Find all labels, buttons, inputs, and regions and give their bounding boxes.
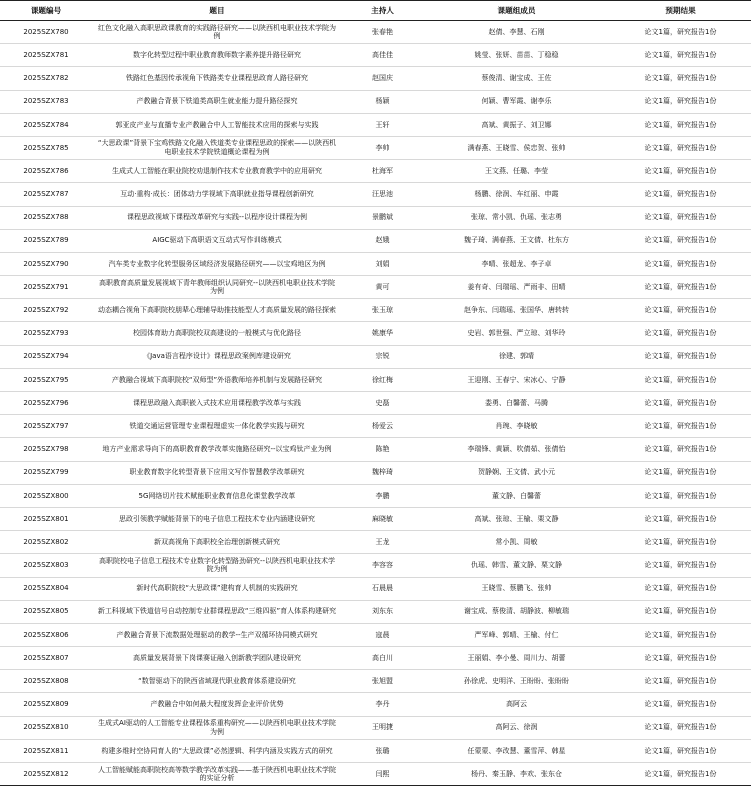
table-row bbox=[0, 484, 751, 507]
table-row bbox=[0, 90, 751, 113]
table-row bbox=[0, 136, 751, 159]
table-row bbox=[0, 368, 751, 391]
host-cell: 石晨晨 bbox=[342, 577, 423, 600]
project-id-cell: 2025SZX799 bbox=[0, 461, 92, 484]
project-id-cell: 2025SZX808 bbox=[0, 670, 92, 693]
table-row bbox=[0, 531, 751, 554]
members-cell: 王晓雪、蔡鹏飞、张帅 bbox=[423, 577, 610, 600]
title-cell: 生成式人工智能在职业院校劝退制作技术专业教育教学中的应用研究 bbox=[92, 160, 342, 183]
project-id-cell: 2025SZX789 bbox=[0, 229, 92, 252]
host-cell: 李容容 bbox=[342, 554, 423, 577]
members-cell: 姜有奇、闫瑞瑶、严雨非、田晴 bbox=[423, 276, 610, 299]
title-cell: 产教融合视域下高职院校“双师型”外语教师培养机制与发展路径研究 bbox=[92, 368, 342, 391]
title-cell: 新双高视角下高职校全治理创新模式研究 bbox=[92, 531, 342, 554]
title-cell: 铁路红色基因传承视角下铁路类专业课程思政育人路径研究 bbox=[92, 67, 342, 90]
members-cell: 徐建、郭晴 bbox=[423, 345, 610, 368]
members-cell: 娄勇、白馨蕾、马腾 bbox=[423, 392, 610, 415]
project-id-cell: 2025SZX805 bbox=[0, 600, 92, 623]
members-cell: 常小凯、周敏 bbox=[423, 531, 610, 554]
members-cell: 高斌、张琼、王榆、栗文静 bbox=[423, 507, 610, 530]
table-row bbox=[0, 276, 751, 299]
table-row bbox=[0, 670, 751, 693]
members-cell: 严军峰、郭晴、王榆、付仁 bbox=[423, 623, 610, 646]
title-cell: 职业教育数字化转型背景下应用文写作智慧教学改革研究 bbox=[92, 461, 342, 484]
members-cell: 魏子琦、满春燕、王文倩、杜东方 bbox=[423, 229, 610, 252]
table-row bbox=[0, 252, 751, 275]
expected-result-cell: 论文1篇，研究报告1份 bbox=[610, 206, 751, 229]
project-id-cell: 2025SZX811 bbox=[0, 739, 92, 762]
title-cell: 思政引领教学赋能背景下的电子信息工程技术专业内涵建设研究 bbox=[92, 507, 342, 530]
host-cell: 徐红梅 bbox=[342, 368, 423, 391]
host-cell: 张旭盟 bbox=[342, 670, 423, 693]
table-row bbox=[0, 183, 751, 206]
expected-result-cell: 论文1篇，研究报告1份 bbox=[610, 623, 751, 646]
members-cell: 张琼、常小凯、仇瑶、张志勇 bbox=[423, 206, 610, 229]
table-row bbox=[0, 623, 751, 646]
expected-result-cell: 论文1篇，研究报告1份 bbox=[610, 600, 751, 623]
host-cell: 史磊 bbox=[342, 392, 423, 415]
members-cell: 李瑞锋、黄颖、吹倩茹、张倩怡 bbox=[423, 438, 610, 461]
expected-result-cell: 论文1篇，研究报告1份 bbox=[610, 392, 751, 415]
project-id-cell: 2025SZX792 bbox=[0, 299, 92, 322]
host-cell: 杨颖 bbox=[342, 90, 423, 113]
host-cell: 陈艳 bbox=[342, 438, 423, 461]
expected-result-cell: 论文1篇，研究报告1份 bbox=[610, 322, 751, 345]
members-cell: 何颖、曹军霞、谢李乐 bbox=[423, 90, 610, 113]
project-id-cell: 2025SZX809 bbox=[0, 693, 92, 716]
header-expected-result: 预期结果 bbox=[610, 1, 751, 21]
host-cell: 杨爱云 bbox=[342, 415, 423, 438]
members-cell: 史岩、郭世强、严立琼、刘华玲 bbox=[423, 322, 610, 345]
table-row bbox=[0, 392, 751, 415]
title-cell: 课程思政融入高职嵌入式技术应用课程教学改革与实践 bbox=[92, 392, 342, 415]
project-id-cell: 2025SZX802 bbox=[0, 531, 92, 554]
title-cell: 铁道交通运营管理专业课程理虚实一体化教学实践与研究 bbox=[92, 415, 342, 438]
table-row bbox=[0, 21, 751, 44]
expected-result-cell: 论文1篇，研究报告1份 bbox=[610, 693, 751, 716]
project-id-cell: 2025SZX810 bbox=[0, 716, 92, 739]
expected-result-cell: 论文1篇，研究报告1份 bbox=[610, 299, 751, 322]
members-cell: 蔡俊清、谢宝成、王佐 bbox=[423, 67, 610, 90]
host-cell: 高佳佳 bbox=[342, 44, 423, 67]
title-cell: 汽车类专业数字化转型服务区域经济发展路径研究——以宝鸡地区为例 bbox=[92, 252, 342, 275]
host-cell: 姚康华 bbox=[342, 322, 423, 345]
table-row bbox=[0, 415, 751, 438]
title-cell: 校园体育助力高职院校双高建设的一般模式与优化路径 bbox=[92, 322, 342, 345]
project-id-cell: 2025SZX797 bbox=[0, 415, 92, 438]
members-cell: 王迎刚、王春宁、宋冰心、宁静 bbox=[423, 368, 610, 391]
members-cell: 谢宝成、蔡俊清、胡静波、柳敏瑞 bbox=[423, 600, 610, 623]
project-id-cell: 2025SZX780 bbox=[0, 21, 92, 44]
table-row bbox=[0, 507, 751, 530]
project-id-cell: 2025SZX785 bbox=[0, 136, 92, 159]
host-cell: 汪思池 bbox=[342, 183, 423, 206]
expected-result-cell: 论文1篇，研究报告1份 bbox=[610, 438, 751, 461]
header-host: 主持人 bbox=[342, 1, 423, 21]
members-cell: 董文静、白馨蕾 bbox=[423, 484, 610, 507]
host-cell: 黄可 bbox=[342, 276, 423, 299]
project-id-cell: 2025SZX803 bbox=[0, 554, 92, 577]
host-cell: 刘娟 bbox=[342, 252, 423, 275]
members-cell: 肖琬、李晓敏 bbox=[423, 415, 610, 438]
expected-result-cell: 论文1篇，研究报告1份 bbox=[610, 345, 751, 368]
project-id-cell: 2025SZX806 bbox=[0, 623, 92, 646]
expected-result-cell: 论文1篇，研究报告1份 bbox=[610, 44, 751, 67]
members-cell: 王文燕、任璐、李莹 bbox=[423, 160, 610, 183]
project-id-cell: 2025SZX807 bbox=[0, 647, 92, 670]
host-cell: 杜海军 bbox=[342, 160, 423, 183]
project-id-cell: 2025SZX804 bbox=[0, 577, 92, 600]
host-cell: 闫熙 bbox=[342, 763, 423, 786]
expected-result-cell: 论文1篇，研究报告1份 bbox=[610, 160, 751, 183]
title-cell: 郭亚皮产业与直播专业产教融合中人工智能技术应用的探索与实践 bbox=[92, 113, 342, 136]
table-row bbox=[0, 67, 751, 90]
expected-result-cell: 论文1篇，研究报告1份 bbox=[610, 229, 751, 252]
title-cell: 数字化转型过程中职业教育教师数字素养提升路径研究 bbox=[92, 44, 342, 67]
members-cell: 高斌、黄振子、刘卫娜 bbox=[423, 113, 610, 136]
title-cell: 课程思政视域下课程改革研究与实践--以程序设计课程为例 bbox=[92, 206, 342, 229]
table-row bbox=[0, 716, 751, 739]
expected-result-cell: 论文1篇，研究报告1份 bbox=[610, 577, 751, 600]
title-cell: 红色文化融入高职思政课教育的实践路径研究——以陕西机电职业技术学院为例 bbox=[92, 21, 342, 44]
title-cell: 5G网络切片技术赋能职业教育信息化课堂教学改革 bbox=[92, 484, 342, 507]
title-cell: 生成式AI驱动的人工智能专业课程体系重构研究——以陕西机电职业技术学院为例 bbox=[92, 716, 342, 739]
host-cell: 寇晨 bbox=[342, 623, 423, 646]
title-cell: “大思政课”背景下宝鸡铁路文化融入铁道类专业课程思政的探索——以陕西机电职业技术学院铁道概论课程为例 bbox=[92, 136, 342, 159]
project-id-cell: 2025SZX796 bbox=[0, 392, 92, 415]
table-row bbox=[0, 299, 751, 322]
table-row bbox=[0, 600, 751, 623]
title-cell: 动态耦合视角下高职院校朋辈心理辅导助推技能型人才高质量发展的路径探索 bbox=[92, 299, 342, 322]
members-cell: 孙徐虎、史明洋、王盼盼、张盼盼 bbox=[423, 670, 610, 693]
host-cell: 张璐 bbox=[342, 739, 423, 762]
table-row bbox=[0, 229, 751, 252]
host-cell: 李丹 bbox=[342, 693, 423, 716]
project-id-cell: 2025SZX787 bbox=[0, 183, 92, 206]
title-cell: 《Java语言程序设计》课程思政案例库建设研究 bbox=[92, 345, 342, 368]
table-row bbox=[0, 113, 751, 136]
table-row bbox=[0, 322, 751, 345]
header-row bbox=[0, 1, 751, 21]
title-cell: 新工科视域下铁道信号自动控制专业群课程思政“三维四驱”育人体系构建研究 bbox=[92, 600, 342, 623]
table-row bbox=[0, 206, 751, 229]
host-cell: 王轩 bbox=[342, 113, 423, 136]
title-cell: 新时代高职院校“大思政课”建构育人机制的实践研究 bbox=[92, 577, 342, 600]
project-id-cell: 2025SZX783 bbox=[0, 90, 92, 113]
title-cell: 产教融合背景下铁道类高职生就业能力提升路径探究 bbox=[92, 90, 342, 113]
expected-result-cell: 论文1篇，研究报告1份 bbox=[610, 531, 751, 554]
members-cell: 仇瑶、韩雪、董文静、栗文静 bbox=[423, 554, 610, 577]
project-id-cell: 2025SZX798 bbox=[0, 438, 92, 461]
members-cell: 王丽娟、李小曼、周川力、胡蕾 bbox=[423, 647, 610, 670]
table-row bbox=[0, 693, 751, 716]
expected-result-cell: 论文1篇，研究报告1份 bbox=[610, 136, 751, 159]
expected-result-cell: 论文1篇，研究报告1份 bbox=[610, 276, 751, 299]
title-cell: 高职教育高质量发展视域下青年教师组织认同研究--以陕西机电职业技术学院为例 bbox=[92, 276, 342, 299]
expected-result-cell: 论文1篇，研究报告1份 bbox=[610, 461, 751, 484]
host-cell: 李帅 bbox=[342, 136, 423, 159]
members-cell: 高阿云 bbox=[423, 693, 610, 716]
host-cell: 王龙 bbox=[342, 531, 423, 554]
expected-result-cell: 论文1篇，研究报告1份 bbox=[610, 21, 751, 44]
expected-result-cell: 论文1篇，研究报告1份 bbox=[610, 739, 751, 762]
host-cell: 魏梓琦 bbox=[342, 461, 423, 484]
title-cell: 高职院校电子信息工程技术专业数字化转型路劲研究--以陕西机电职业技术学院为例 bbox=[92, 554, 342, 577]
expected-result-cell: 论文1篇，研究报告1份 bbox=[610, 670, 751, 693]
project-id-cell: 2025SZX786 bbox=[0, 160, 92, 183]
host-cell: 王明捷 bbox=[342, 716, 423, 739]
members-cell: 高阿云、徐润 bbox=[423, 716, 610, 739]
header-project-id: 课题编号 bbox=[0, 1, 92, 21]
host-cell: 张春艳 bbox=[342, 21, 423, 44]
title-cell: 人工智能赋能高职院校高等数学教学改革实践——基于陕西机电职业技术学院的实证分析 bbox=[92, 763, 342, 786]
title-cell: 构建多维时空协同育人的“大思政课”必然逻辑、科学内涵及实践方式的研究 bbox=[92, 739, 342, 762]
expected-result-cell: 论文1篇，研究报告1份 bbox=[610, 415, 751, 438]
host-cell: 李鹏 bbox=[342, 484, 423, 507]
table-row bbox=[0, 345, 751, 368]
members-cell: 任蒙蒙、李改慧、董雪萍、韩星 bbox=[423, 739, 610, 762]
table-row bbox=[0, 44, 751, 67]
table-row bbox=[0, 438, 751, 461]
expected-result-cell: 论文1篇，研究报告1份 bbox=[610, 113, 751, 136]
project-id-cell: 2025SZX800 bbox=[0, 484, 92, 507]
project-id-cell: 2025SZX790 bbox=[0, 252, 92, 275]
title-cell: 高质量发展背景下岗课赛证融入创新教学团队建设研究 bbox=[92, 647, 342, 670]
expected-result-cell: 论文1篇，研究报告1份 bbox=[610, 647, 751, 670]
title-cell: 地方产业需求导向下的高职教育教学改革实施路径研究--以宝鸡钛产业为例 bbox=[92, 438, 342, 461]
host-cell: 麻晓敏 bbox=[342, 507, 423, 530]
host-cell: 赵娥 bbox=[342, 229, 423, 252]
title-cell: “数智驱动下的陕西省域现代职业教育体系建设研究 bbox=[92, 670, 342, 693]
expected-result-cell: 论文1篇，研究报告1份 bbox=[610, 67, 751, 90]
table-row bbox=[0, 647, 751, 670]
project-id-cell: 2025SZX784 bbox=[0, 113, 92, 136]
members-cell: 杨鹏、徐润、车红丽、申霞 bbox=[423, 183, 610, 206]
table-row bbox=[0, 554, 751, 577]
members-cell: 满春燕、王晓雪、侯忠贺、张帅 bbox=[423, 136, 610, 159]
project-id-cell: 2025SZX795 bbox=[0, 368, 92, 391]
expected-result-cell: 论文1篇，研究报告1份 bbox=[610, 507, 751, 530]
host-cell: 刘东东 bbox=[342, 600, 423, 623]
project-id-cell: 2025SZX788 bbox=[0, 206, 92, 229]
members-cell: 李晴、张超龙、李子卓 bbox=[423, 252, 610, 275]
table-row bbox=[0, 461, 751, 484]
table-row bbox=[0, 739, 751, 762]
expected-result-cell: 论文1篇，研究报告1份 bbox=[610, 554, 751, 577]
project-id-cell: 2025SZX801 bbox=[0, 507, 92, 530]
members-cell: 贺静娴、王文倩、武小元 bbox=[423, 461, 610, 484]
members-cell: 赵争东、闫瑞瑶、张国华、唐转转 bbox=[423, 299, 610, 322]
project-id-cell: 2025SZX812 bbox=[0, 763, 92, 786]
host-cell: 张玉琼 bbox=[342, 299, 423, 322]
expected-result-cell: 论文1篇，研究报告1份 bbox=[610, 484, 751, 507]
expected-result-cell: 论文1篇，研究报告1份 bbox=[610, 183, 751, 206]
table-row bbox=[0, 160, 751, 183]
title-cell: 产教融合中如何最大程度发挥企业评价优势 bbox=[92, 693, 342, 716]
table-row bbox=[0, 763, 751, 786]
host-cell: 宗锐 bbox=[342, 345, 423, 368]
members-cell: 赵倩、李慧、石刚 bbox=[423, 21, 610, 44]
table-body bbox=[0, 21, 751, 786]
project-id-cell: 2025SZX791 bbox=[0, 276, 92, 299]
host-cell: 景鹏斌 bbox=[342, 206, 423, 229]
project-id-cell: 2025SZX793 bbox=[0, 322, 92, 345]
project-id-cell: 2025SZX794 bbox=[0, 345, 92, 368]
table-row bbox=[0, 577, 751, 600]
expected-result-cell: 论文1篇，研究报告1份 bbox=[610, 763, 751, 786]
title-cell: AIGC驱动下高职语文互动式写作训练模式 bbox=[92, 229, 342, 252]
host-cell: 高白川 bbox=[342, 647, 423, 670]
expected-result-cell: 论文1篇，研究报告1份 bbox=[610, 368, 751, 391]
header-title: 题目 bbox=[92, 1, 342, 21]
expected-result-cell: 论文1篇，研究报告1份 bbox=[610, 90, 751, 113]
project-id-cell: 2025SZX782 bbox=[0, 67, 92, 90]
members-cell: 杨丹、秦玉静、李欢、张东仓 bbox=[423, 763, 610, 786]
header-members: 课题组成员 bbox=[423, 1, 610, 21]
project-id-cell: 2025SZX781 bbox=[0, 44, 92, 67]
host-cell: 赵国庆 bbox=[342, 67, 423, 90]
expected-result-cell: 论文1篇，研究报告1份 bbox=[610, 252, 751, 275]
expected-result-cell: 论文1篇，研究报告1份 bbox=[610, 716, 751, 739]
title-cell: 产教融合背景下流数据处理驱动的教学--生产双循环协同模式研究 bbox=[92, 623, 342, 646]
members-cell: 姚莹、张妍、苗苗、丁稳稳 bbox=[423, 44, 610, 67]
title-cell: 互动·重构·成长：团体动力学视域下高职就业指导课程创新研究 bbox=[92, 183, 342, 206]
